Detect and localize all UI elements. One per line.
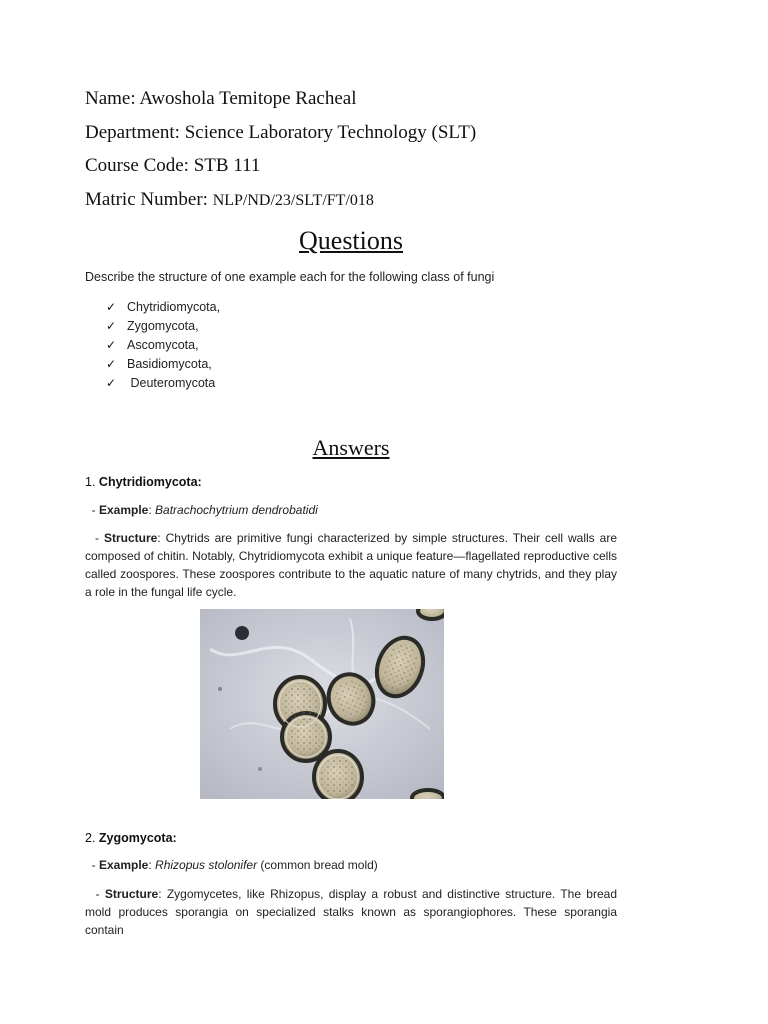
check-icon: ✓ <box>106 357 117 371</box>
department-label: Department: <box>85 122 185 143</box>
checklist-item: ✓ Basidiomycota, <box>106 355 220 374</box>
section-1-example: - Example: Batrachochytrium dendrobatidi <box>85 503 318 517</box>
matric-value: NLP/ND/23/SLT/FT/018 <box>212 192 374 209</box>
matric-number <box>85 189 374 211</box>
course-value: STB 111 <box>193 155 261 176</box>
check-icon: ✓ <box>106 338 117 352</box>
questions-prompt: Describe the structure of one example each for the following class of fungi <box>85 270 495 284</box>
micrograph-icon <box>200 609 444 799</box>
questions-title: Questions <box>299 226 403 255</box>
name-value: Awoshola Temitope Racheal <box>139 88 357 109</box>
section-2-example: - Example: Rhizopus stolonifer (common bread mold) <box>85 858 378 872</box>
checklist-item: ✓ Zygomycota, <box>106 317 220 336</box>
department <box>85 122 476 144</box>
checklist-item: ✓ Chytridiomycota, <box>106 298 220 317</box>
department-value: Science Laboratory Technology (SLT) <box>184 122 477 143</box>
section-2-heading: 2. Zygomycota: <box>85 831 177 845</box>
zoospore-micrograph <box>200 609 444 799</box>
course-code <box>85 155 260 177</box>
student-name <box>85 88 357 110</box>
matric-label: Matric Number: <box>85 189 213 210</box>
fungi-checklist <box>106 298 220 393</box>
checklist-item: ✓ Ascomycota, <box>106 336 220 355</box>
course-label: Course Code: <box>85 155 194 176</box>
check-icon: ✓ <box>106 376 117 390</box>
section-1-heading: 1. Chytridiomycota: <box>85 475 202 489</box>
checklist-item: ✓ Deuteromycota <box>106 374 220 393</box>
check-icon: ✓ <box>106 300 117 314</box>
answers-title: Answers <box>312 435 390 460</box>
check-icon: ✓ <box>106 319 117 333</box>
section-1-structure: - Structure: Chytrids are primitive fungi characterized by simple structures. Their cell walls are composed of chitin. Notably, Chytridiomycota exhibit a unique feature—flagellated reproductive cells called zoospores. These zoospores contribute to the aquatic nature of many chytrids, and they play a role in the fungal life cycle. <box>85 531 618 599</box>
name-label: Name: <box>85 88 140 109</box>
section-2-structure: - Structure: Zygomycetes, like Rhizopus, display a robust and distinctive structure. The bread mold produces sporangia on specialized stalks known as sporangiophores. These sporangia contain <box>85 887 617 937</box>
